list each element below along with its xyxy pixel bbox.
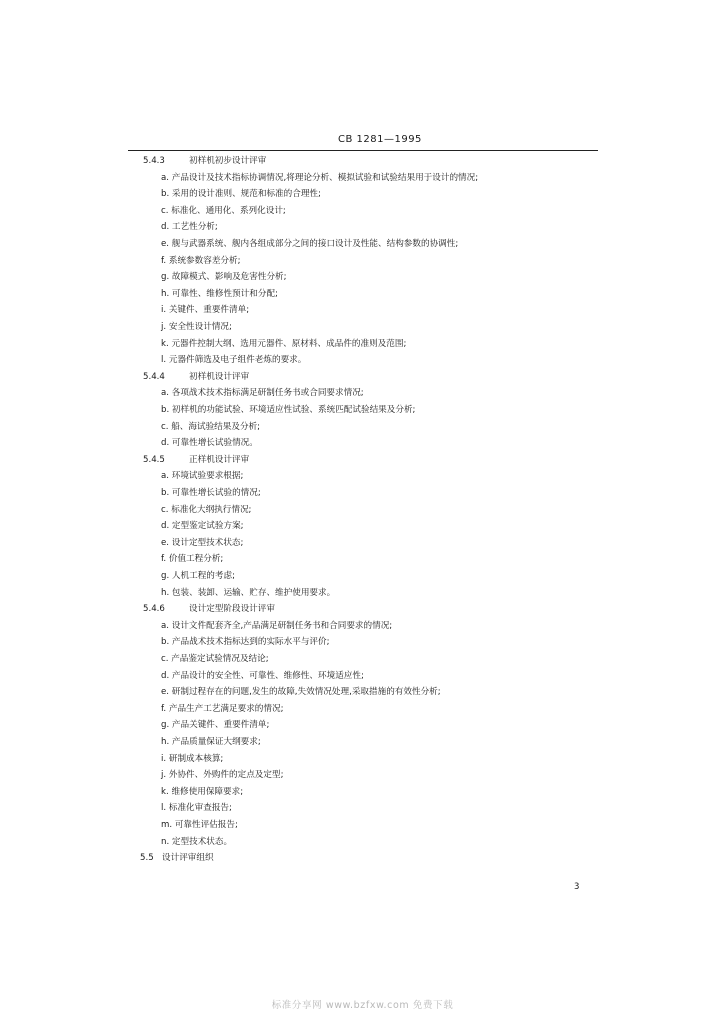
list-item: i. 关键件、重要件清单; [161,305,250,316]
list-item: a. 环境试验要求根据; [161,471,244,482]
list-item: b. 采用的设计准则、规范和标准的合理性; [161,189,321,200]
list-item: f. 系统参数容差分析; [161,255,241,266]
list-item: j. 安全性设计情况; [161,322,232,332]
list-item: d. 可靠性增长试验情况。 [161,438,258,449]
list-item: g. 人机工程的考虑; [161,571,235,581]
list-item: c. 标准化、通用化、系列化设计; [161,205,286,216]
subsection-heading [143,455,249,466]
subsection-heading [143,156,266,167]
list-item: m. 可靠性评估报告; [161,820,238,830]
list-item: f. 产品生产工艺满足要求的情况; [161,703,284,714]
list-item: a. 产品设计及技术指标协调情况,将理论分析、模拟试验和试验结果用于设计的情况; [161,172,479,183]
list-item: g. 产品关键件、重要件清单; [161,720,270,731]
list-item: l. 元器件筛选及电子组件老炼的要求。 [161,355,307,366]
section-title: 设计评审组织 [162,853,214,864]
list-item: a. 各项战术技术指标满足研制任务书或合同要求情况; [161,388,364,399]
section-number: 5.4.5 [143,454,165,465]
section-title: 正样机设计评审 [189,454,250,465]
section-title: 初样机初步设计评审 [189,156,267,166]
list-item: e. 设计定型技术状态; [161,537,244,548]
standard-code-header: CB 1281—1995 [338,134,422,145]
section-title: 设计定型阶段设计评审 [189,604,275,615]
list-item: i. 研制成本核算; [161,753,224,764]
list-item: b. 产品战术技术指标达到的实际水平与评价; [161,637,330,648]
list-item: h. 包装、装卸、运输、贮存、维护使用要求。 [161,587,336,598]
section-number: 5.4.3 [143,156,165,166]
subsection-heading [143,372,249,383]
list-item: e. 研制过程存在的问题,发生的故障,失效情况处理,采取措施的有效性分析; [161,687,441,698]
list-item: k. 元器件控制大纲、选用元器件、原材料、成品件的准则及范围; [161,338,407,349]
list-item: j. 外协件、外购件的定点及定型; [161,770,284,781]
list-item: c. 产品鉴定试验情况及结论; [161,654,269,664]
list-item: c. 标准化大纲执行情况; [161,504,252,515]
list-item: e. 舰与武器系统、舰内各组成部分之间的接口设计及性能、结构参数的协调性; [161,239,459,249]
list-item: f. 价值工程分析; [161,554,224,565]
section-heading [140,853,214,864]
list-item: l. 标准化审查报告; [161,803,232,814]
list-item: b. 可靠性增长试验的情况; [161,488,261,498]
list-item: g. 故障模式、影响及危害性分析; [161,272,287,283]
list-item: n. 定型技术状态。 [161,836,233,847]
list-item: c. 船、海试验结果及分析; [161,421,261,432]
section-number: 5.5 [140,853,154,864]
list-item: d. 定型鉴定试验方案; [161,521,244,532]
list-item: b. 初样机的功能试验、环境适应性试验、系统匹配试验结果及分析; [161,405,416,415]
section-number: 5.4.4 [143,371,165,382]
list-item: d. 工艺性分析; [161,222,218,233]
list-item: k. 维修使用保障要求; [161,786,244,797]
watermark: 标准分享网 www.bzfxw.com 免费下载 [271,1000,454,1011]
list-item: d. 产品设计的安全性、可靠性、维修性、环境适应性; [161,670,364,681]
page-number: 3 [574,882,580,892]
list-item: h. 可靠性、维修性预计和分配; [161,288,278,299]
list-item: h. 产品质量保证大纲要求; [161,737,261,747]
subsection-heading [143,604,275,615]
section-number: 5.4.6 [143,604,165,615]
list-item: a. 设计文件配套齐全,产品满足研制任务书和合同要求的情况; [161,620,393,631]
section-title: 初样机设计评审 [189,371,250,382]
